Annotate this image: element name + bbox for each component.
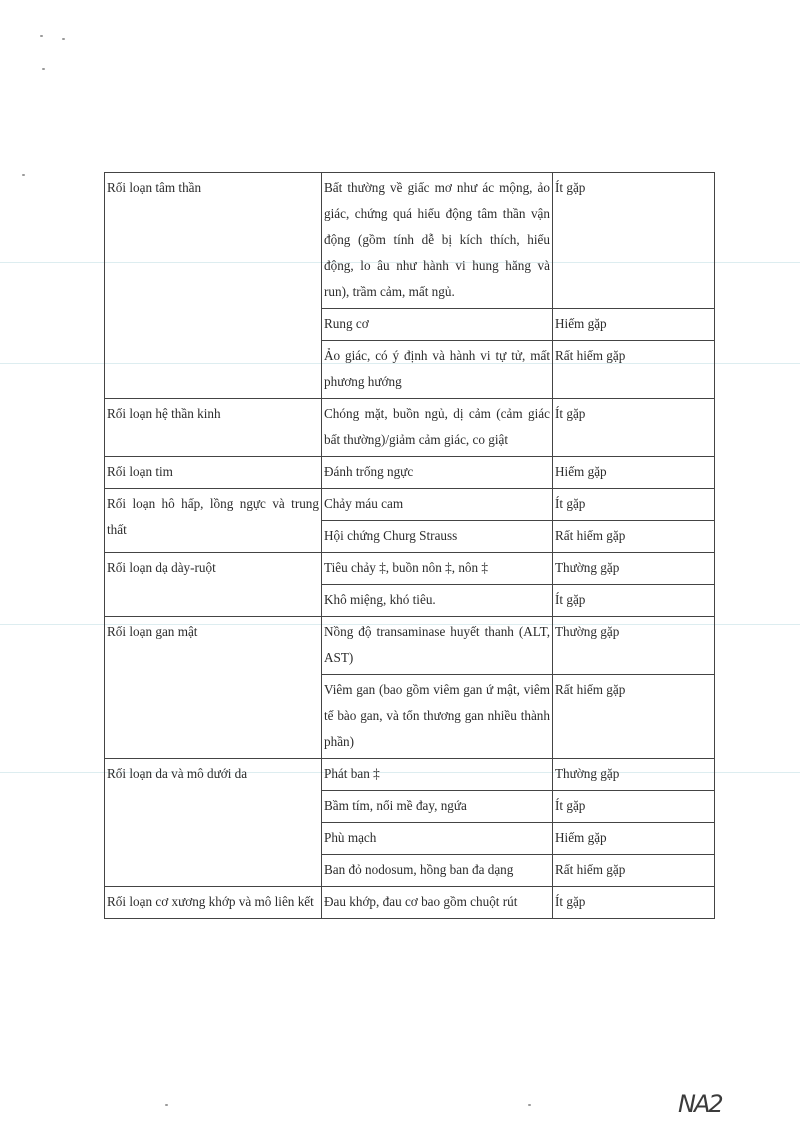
scan-speck	[40, 35, 43, 37]
frequency-cell: Ít gặp	[553, 173, 715, 309]
frequency-cell: Hiếm gặp	[553, 457, 715, 489]
reaction-cell: Khô miệng, khó tiêu.	[322, 585, 553, 617]
frequency-cell: Ít gặp	[553, 791, 715, 823]
reaction-cell: Nồng độ transaminase huyết thanh (ALT, AST)	[322, 617, 553, 675]
reaction-cell: Bầm tím, nổi mề đay, ngứa	[322, 791, 553, 823]
handwritten-mark: NA2	[678, 1090, 722, 1118]
organ-class-cell: Rối loạn cơ xương khớp và mô liên kết	[105, 887, 322, 919]
table-row	[105, 887, 715, 919]
reaction-cell: Viêm gan (bao gồm viêm gan ứ mật, viêm tế bào gan, và tổn thương gan nhiều thành phần)	[322, 675, 553, 759]
reaction-cell: Chóng mặt, buồn ngủ, dị cảm (cảm giác bất thường)/giảm cảm giác, co giật	[322, 399, 553, 457]
frequency-cell: Hiếm gặp	[553, 823, 715, 855]
table-row	[105, 759, 715, 791]
frequency-cell: Ít gặp	[553, 887, 715, 919]
frequency-cell: Rất hiếm gặp	[553, 855, 715, 887]
frequency-cell: Thường gặp	[553, 617, 715, 675]
frequency-cell: Ít gặp	[553, 585, 715, 617]
scan-speck	[528, 1104, 531, 1106]
reaction-cell: Đau khớp, đau cơ bao gồm chuột rút	[322, 887, 553, 919]
reaction-cell: Chảy máu cam	[322, 489, 553, 521]
table-row	[105, 553, 715, 585]
organ-class-cell: Rối loạn tâm thần	[105, 173, 322, 399]
frequency-cell: Rất hiếm gặp	[553, 341, 715, 399]
organ-class-cell: Rối loạn gan mật	[105, 617, 322, 759]
frequency-cell: Ít gặp	[553, 489, 715, 521]
table-row	[105, 173, 715, 309]
scan-speck	[165, 1104, 168, 1106]
organ-class-cell: Rối loạn hệ thần kinh	[105, 399, 322, 457]
scan-speck	[22, 174, 25, 176]
table-row	[105, 457, 715, 489]
reaction-cell: Ban đỏ nodosum, hồng ban đa dạng	[322, 855, 553, 887]
adverse-reactions-table	[104, 172, 715, 919]
reaction-cell: Đánh trống ngực	[322, 457, 553, 489]
reaction-cell: Hội chứng Churg Strauss	[322, 521, 553, 553]
reaction-cell: Ảo giác, có ý định và hành vi tự tử, mất phương hướng	[322, 341, 553, 399]
frequency-cell: Hiếm gặp	[553, 309, 715, 341]
scan-speck	[42, 68, 45, 70]
reaction-cell: Tiêu chảy ‡, buồn nôn ‡, nôn ‡	[322, 553, 553, 585]
frequency-cell: Rất hiếm gặp	[553, 675, 715, 759]
table-row	[105, 489, 715, 521]
frequency-cell: Thường gặp	[553, 553, 715, 585]
frequency-cell: Thường gặp	[553, 759, 715, 791]
organ-class-cell: Rối loạn tim	[105, 457, 322, 489]
table-row	[105, 399, 715, 457]
reaction-cell: Rung cơ	[322, 309, 553, 341]
scan-speck	[62, 38, 65, 40]
frequency-cell: Rất hiếm gặp	[553, 521, 715, 553]
organ-class-cell: Rối loạn da và mô dưới da	[105, 759, 322, 887]
table-row	[105, 617, 715, 675]
organ-class-cell: Rối loạn hô hấp, lồng ngực và trung thất	[105, 489, 322, 553]
organ-class-cell: Rối loạn dạ dày-ruột	[105, 553, 322, 617]
reaction-cell: Phù mạch	[322, 823, 553, 855]
frequency-cell: Ít gặp	[553, 399, 715, 457]
reaction-cell: Bất thường về giấc mơ như ác mộng, ảo giác, chứng quá hiếu động tâm thần vận động (gồm tính dễ bị kích thích, hiếu động, lo âu như hành vi hung hăng và run), trầm cảm, mất ngủ.	[322, 173, 553, 309]
reaction-cell: Phát ban ‡	[322, 759, 553, 791]
